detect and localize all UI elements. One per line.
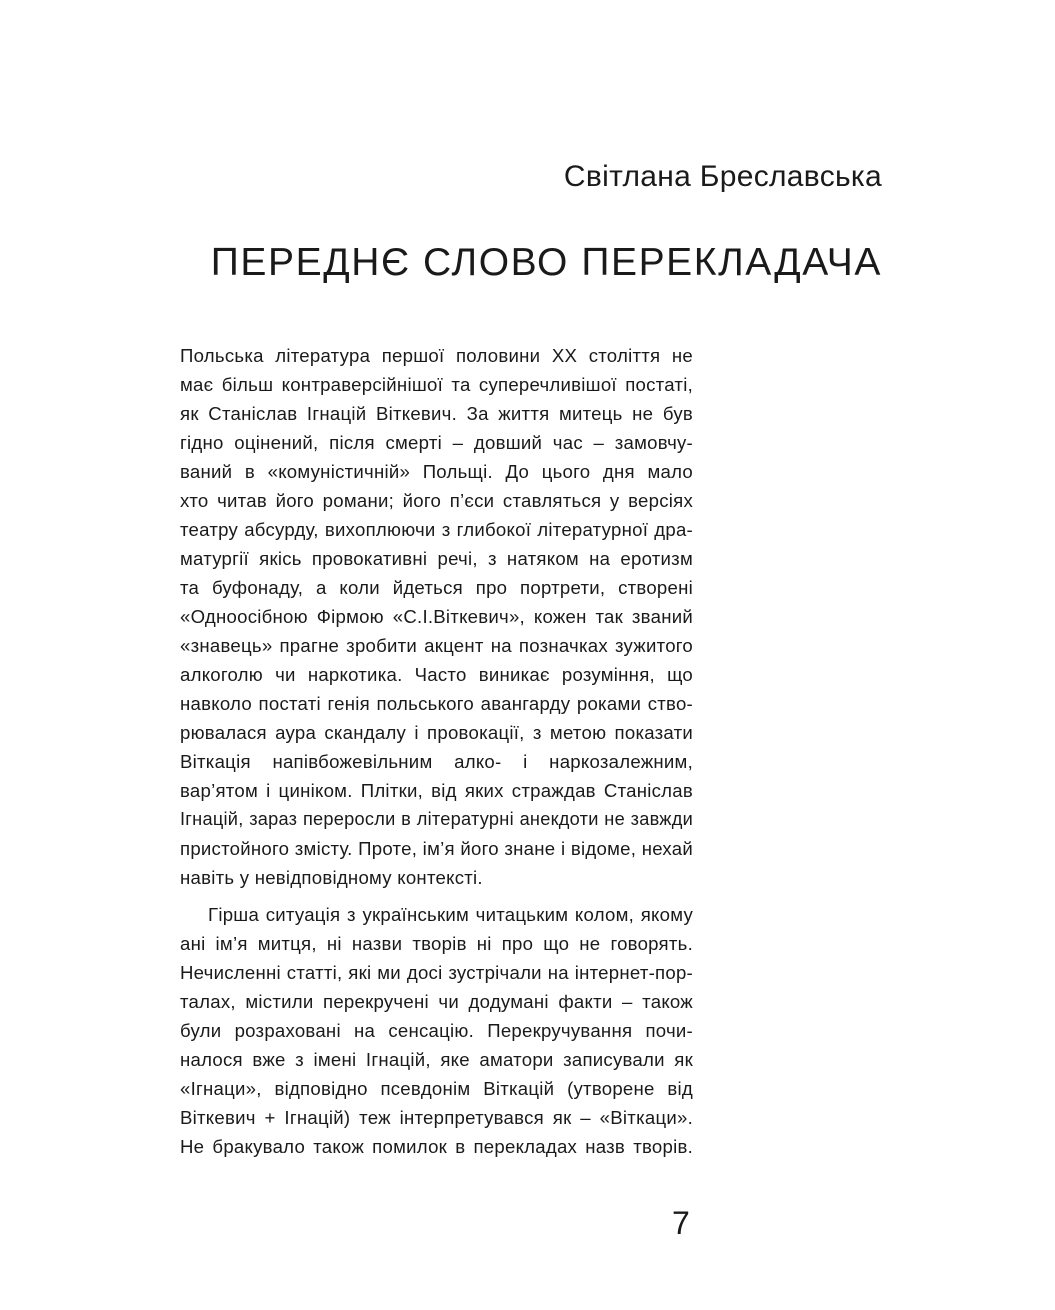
text-line: Віткевич + Ігнацій) теж інтерпретувався як – «Віткаци». [180, 1107, 693, 1128]
text-line: навколо постаті генія польського авангарду роками ство- [180, 693, 693, 714]
text-line: алкоголю чи наркотика. Часто виникає розуміння, що [180, 664, 693, 685]
paragraph [180, 900, 693, 1161]
text-line: пристойного змісту. Проте, ім’я його знане і відоме, нехай [180, 838, 693, 859]
text-line: як Станіслав Ігнацій Віткевич. За життя митець не був [180, 403, 693, 424]
text-line: вар’ятом і циніком. Плітки, від яких страждав Станіслав [180, 780, 693, 801]
body-text [180, 341, 693, 1161]
text-line: навіть у невідповідному контексті. [180, 867, 483, 888]
paragraph [180, 341, 693, 892]
chapter-title: ПЕРЕДНЄ СЛОВО ПЕРЕКЛАДАЧА [210, 241, 882, 284]
text-line: «знавець» прагне зробити акцент на позначках зужитого [180, 635, 693, 656]
text-line: хто читав його романи; його п’єси ставляться у версіях [180, 490, 693, 511]
text-line: «Ігнаци», відповідно псевдонім Віткацій (утворене від [180, 1078, 693, 1099]
text-line: «Одноосібною Фірмою «С.І.Віткевич», кожен так званий [180, 606, 693, 627]
text-line: театру абсурду, вихоплюючи з глибокої літературної дра- [180, 519, 693, 540]
text-line: Не бракувало також помилок в перекладах назв творів. [180, 1136, 693, 1157]
author-name: Світлана Бреславська [563, 160, 882, 193]
text-line: гідно оцінений, після смерті – довший час – замовчу- [180, 432, 693, 453]
text-line: матургії якісь провокативні речі, з натяком на еротизм [180, 548, 693, 569]
paragraph-gap [180, 892, 693, 900]
text-line: Польська література першої половини ХХ століття не [180, 345, 693, 366]
text-line: Віткація напівбожевільним алко- і наркозалежним, [180, 751, 693, 772]
text-line: були розраховані на сенсацію. Перекручування почи- [180, 1020, 693, 1041]
text-line: талах, містили перекручені чи додумані факти – також [180, 991, 693, 1012]
text-line: ані ім’я митця, ні назви творів ні про що не говорять. [180, 933, 693, 954]
text-line: налося вже з імені Ігнацій, яке аматори записували як [180, 1049, 693, 1070]
page-number: 7 [672, 1205, 690, 1241]
text-line: ваний в «комуністичній» Польщі. До цього дня мало [180, 461, 693, 482]
text-line: Ігнацій, зараз переросли в літературні анекдоти не завжди [180, 809, 693, 829]
text-line: Нечисленні статті, які ми досі зустрічали на інтернет-пор- [180, 962, 693, 983]
text-line: та буфонаду, а коли йдеться про портрети, створені [180, 577, 693, 598]
text-line: рювалася аура скандалу і провокації, з метою показати [180, 722, 693, 743]
text-line: Гірша ситуація з українським читацьким колом, якому [208, 904, 693, 925]
text-line: має більш контраверсійнішої та суперечливішої постаті, [180, 374, 693, 395]
